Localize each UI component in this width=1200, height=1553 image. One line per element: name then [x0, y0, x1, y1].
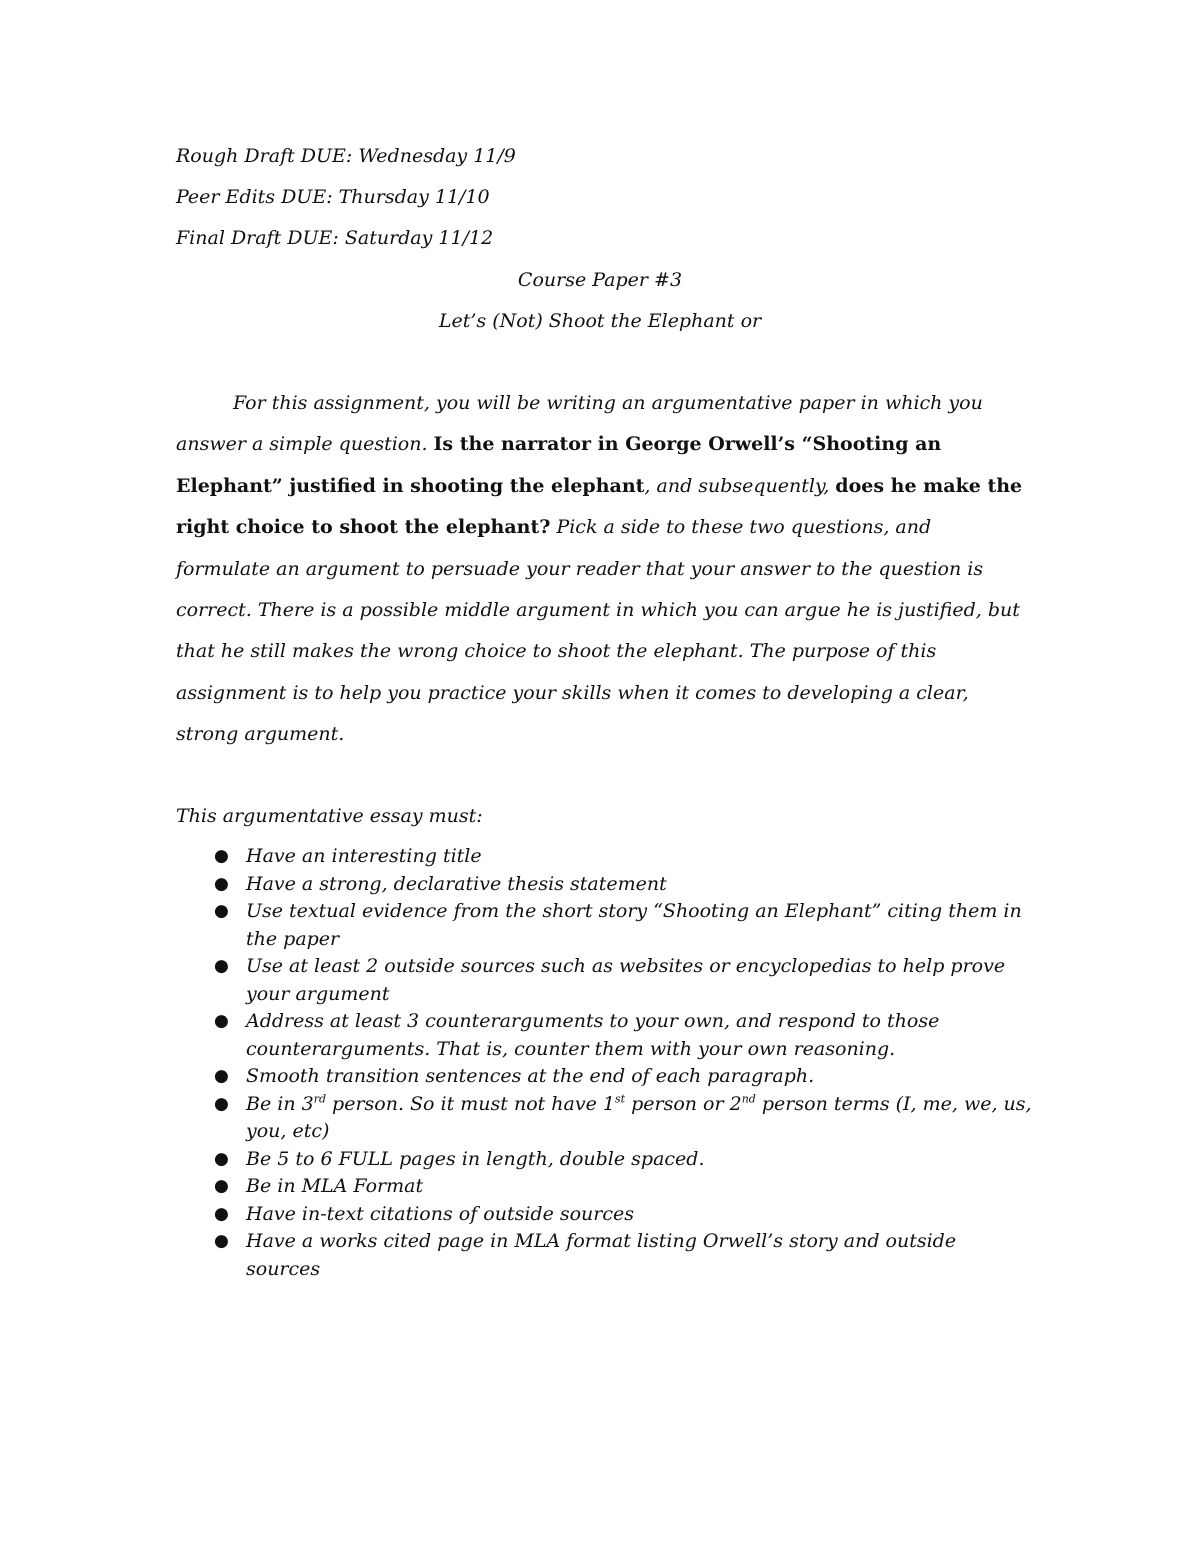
list-item [176, 1063, 1036, 1091]
bullet-icon: ● [214, 1011, 229, 1031]
superscript-st: st [614, 1092, 626, 1106]
bullet-icon: ● [214, 1203, 229, 1224]
bullet-icon: ● [214, 1066, 229, 1086]
person-text-a: Be in 3 [246, 1092, 314, 1115]
list-item [176, 1008, 1036, 1063]
assignment-description [176, 383, 1026, 756]
list-item-person [176, 1091, 1036, 1146]
list-item-text: Be 5 to 6 FULL pages in length, double spaced. [246, 1147, 705, 1170]
description-connector: , and subsequently, [644, 474, 836, 497]
list-item [176, 871, 1036, 899]
list-item [176, 843, 1036, 871]
list-item-text: Be in MLA Format [246, 1175, 424, 1197]
list-item-text: Smooth transition sentences at the end of each paragraph. [246, 1065, 815, 1087]
bullet-icon: ● [214, 1231, 229, 1251]
assignment-subtitle: Let’s (Not) Shoot the Elephant or [438, 310, 762, 332]
bullet-icon: ● [214, 846, 229, 866]
list-item [176, 898, 1036, 953]
superscript-rd: rd [313, 1092, 326, 1106]
final-draft-due: Final Draft DUE: Saturday 11/12 [176, 227, 494, 249]
bullet-icon: ● [214, 873, 229, 894]
bullet-icon: ● [214, 901, 229, 921]
requirements-list [176, 843, 1036, 1283]
list-item [176, 1228, 1036, 1283]
list-item-text: Have a strong, declarative thesis statement [246, 872, 667, 895]
bullet-icon: ● [214, 1148, 229, 1169]
description-rest: Pick a side to these two questions, and formulate an argument to persuade your reader that your answer to the question is correct. There is a possible middle argument in which you can argue he is justified, but that he still makes the wrong choice to shoot the elephant. The purpose of this assignment is to help you practice your skills when it comes to developing a clear, strong argument. [176, 516, 1020, 746]
bullet-icon: ● [214, 1093, 229, 1114]
list-item-text: Have a works cited page in MLA format listing Orwell’s story and outside sources [246, 1230, 957, 1280]
requirements-intro: This argumentative essay must: [176, 805, 483, 827]
list-item-text: Use at least 2 outside sources such as websites or encyclopedias to help prove your argument [246, 955, 1006, 1005]
list-item [176, 953, 1036, 1008]
person-text-b: person. So it must not have 1 [326, 1092, 615, 1115]
list-item-text: Use textual evidence from the short story “Shooting an Elephant” citing them in the paper [246, 900, 1022, 950]
rough-draft-due: Rough Draft DUE: Wednesday 11/9 [176, 145, 516, 167]
list-item [176, 1201, 1036, 1229]
superscript-nd: nd [741, 1092, 756, 1106]
peer-edits-due: Peer Edits DUE: Thursday 11/10 [176, 186, 490, 208]
list-item-text: Have in-text citations of outside sources [246, 1202, 635, 1225]
bullet-icon: ● [214, 956, 229, 976]
question-two: does he make the right choice to shoot the elephant? [176, 474, 1023, 539]
person-text-d: person terms (I, me, we, us, you, etc) [246, 1092, 1032, 1142]
description-intro: For this assignment, you will be writing an argumentative paper in which you answer a simple question. [176, 392, 983, 456]
list-item-text: Have an interesting title [246, 845, 482, 867]
list-item [176, 1173, 1036, 1201]
person-text-c: person or 2 [625, 1092, 742, 1115]
question-one: Is the narrator in George Orwell’s “Shooting an Elephant” justified in shooting the elephant [176, 433, 942, 497]
list-item-text: Address at least 3 counterarguments to your own, and respond to those counterarguments. That is, counter them with your own reasoning. [246, 1010, 940, 1060]
list-item [176, 1146, 1036, 1174]
bullet-icon: ● [214, 1176, 229, 1196]
course-paper-title: Course Paper #3 [517, 269, 683, 291]
